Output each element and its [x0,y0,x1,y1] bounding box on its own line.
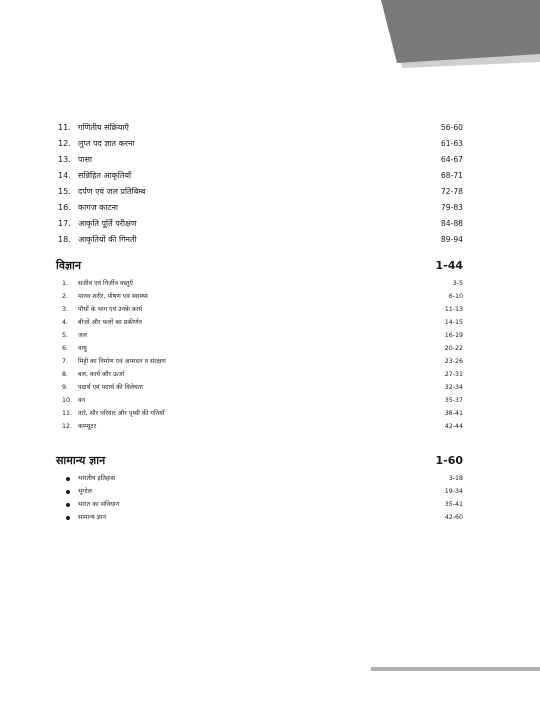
item-pages: 14-15 [444,319,463,326]
item-number: 1. [62,280,69,287]
item-title: जल [78,332,87,339]
item-pages: 89-94 [440,235,463,244]
item-title: सजीव एवं निर्जीव वस्तुएँ [78,280,134,287]
item-number: 6. [62,345,69,352]
item-pages: 11-13 [444,306,463,313]
item-pages: 16-19 [444,332,463,339]
item-number: 15. [58,187,71,196]
item-number: 18. [58,235,71,244]
item-pages: 35-41 [444,501,463,508]
item-number: 11. [62,410,73,417]
item-title: लुप्त पद ज्ञात करना [78,139,135,148]
item-number: 14. [58,171,71,180]
item-number: 3. [62,306,69,313]
section-heading[interactable] [56,452,463,470]
item-pages: 6-10 [448,293,463,300]
item-title: भारत का संविधान [78,501,120,508]
bullet-icon [66,490,70,494]
toc-row[interactable] [56,407,463,421]
toc-row[interactable] [56,201,463,215]
item-pages: 42-60 [444,514,463,521]
item-title: भूगोल [78,488,92,495]
item-title: कागज काटना [78,203,118,212]
item-number: 16. [58,203,71,212]
item-pages: 3-18 [448,475,463,482]
item-title: वायु [78,345,87,352]
item-pages: 27-31 [444,371,463,378]
item-title: आकृति पूर्ति परीक्षण [78,219,137,228]
item-title: पदार्थ एवं पदार्थ की विलेयता [78,384,143,391]
section-pages: 1-60 [435,454,463,467]
bullet-icon [66,503,70,507]
item-pages: 20-22 [444,345,463,352]
toc-row[interactable] [56,355,463,369]
toc-row[interactable] [56,290,463,304]
item-pages: 42-44 [444,423,463,430]
item-number: 12. [58,139,71,148]
item-pages: 79-83 [440,203,463,212]
item-title: आकृतियों की गिनती [78,235,137,244]
item-title: सामान्य ज्ञान [78,514,106,521]
item-number: 12. [62,423,73,430]
toc-row[interactable] [56,498,463,512]
bullet-icon [66,477,70,481]
section-title: सामान्य ज्ञान [56,454,106,467]
item-number: 17. [58,219,71,228]
toc-row[interactable] [56,316,463,330]
corner-dark-block [381,0,540,63]
item-number: 7. [62,358,69,365]
toc-row[interactable] [56,217,463,231]
toc-row[interactable] [56,511,463,525]
item-number: 8. [62,371,69,378]
section-title: विज्ञान [56,259,81,272]
item-title: वन [78,397,85,404]
item-pages: 68-71 [440,171,463,180]
toc-row[interactable] [56,485,463,499]
item-title: मानव शरीर, पोषण एवं स्वास्थ्य [78,293,148,300]
toc-row[interactable] [56,185,463,199]
item-pages: 19-34 [444,488,463,495]
item-number: 10. [62,397,73,404]
item-pages: 23-26 [444,358,463,365]
bottom-divider-bar [371,667,540,671]
item-title: पासा [78,155,93,164]
item-pages: 61-63 [440,139,463,148]
item-title: कम्प्यूटर [78,423,97,430]
item-title: बीजों और फलों का प्रकीर्णन [78,319,142,326]
toc-row[interactable] [56,394,463,408]
item-number: 9. [62,384,69,391]
item-number: 13. [58,155,71,164]
section-heading[interactable] [56,257,463,275]
toc-row[interactable] [56,137,463,151]
toc-row[interactable] [56,153,463,167]
toc-row[interactable] [56,303,463,317]
item-pages: 32-34 [444,384,463,391]
item-pages: 35-37 [444,397,463,404]
toc-row[interactable] [56,472,463,486]
bullet-icon [66,516,70,520]
item-pages: 84-88 [440,219,463,228]
item-title: बल, कार्य और ऊर्जा [78,371,125,378]
toc-row[interactable] [56,121,463,135]
item-number: 4. [62,319,69,326]
item-pages: 56-60 [440,123,463,132]
item-pages: 38-41 [444,410,463,417]
toc-row[interactable] [56,277,463,291]
item-title: गणितीय संक्रियाएँ [78,123,129,132]
item-title: मिट्टी का निर्माण एवं अपरदन व संरक्षण [78,358,166,365]
toc-row[interactable] [56,420,463,434]
toc-row[interactable] [56,233,463,247]
item-title: सन्निहित आकृतियाँ [78,171,132,180]
item-title: भारतीय इतिहास [78,475,116,482]
item-number: 11. [58,123,71,132]
item-pages: 3-5 [452,280,463,287]
toc-row[interactable] [56,342,463,356]
toc-row[interactable] [56,329,463,343]
toc-row[interactable] [56,169,463,183]
item-pages: 72-78 [440,187,463,196]
item-pages: 64-67 [440,155,463,164]
toc-row[interactable] [56,381,463,395]
toc-row[interactable] [56,368,463,382]
item-title: पौधों के भाग एवं उनके कार्य [78,306,143,313]
corner-decoration [0,0,540,80]
section-pages: 1-44 [435,259,463,272]
item-number: 2. [62,293,69,300]
item-title: तारे, सौर परिवार और पृथ्वी की गतियाँ [78,410,165,417]
item-title: दर्पण एवं जल प्रतिबिम्ब [78,187,146,196]
item-number: 5. [62,332,69,339]
